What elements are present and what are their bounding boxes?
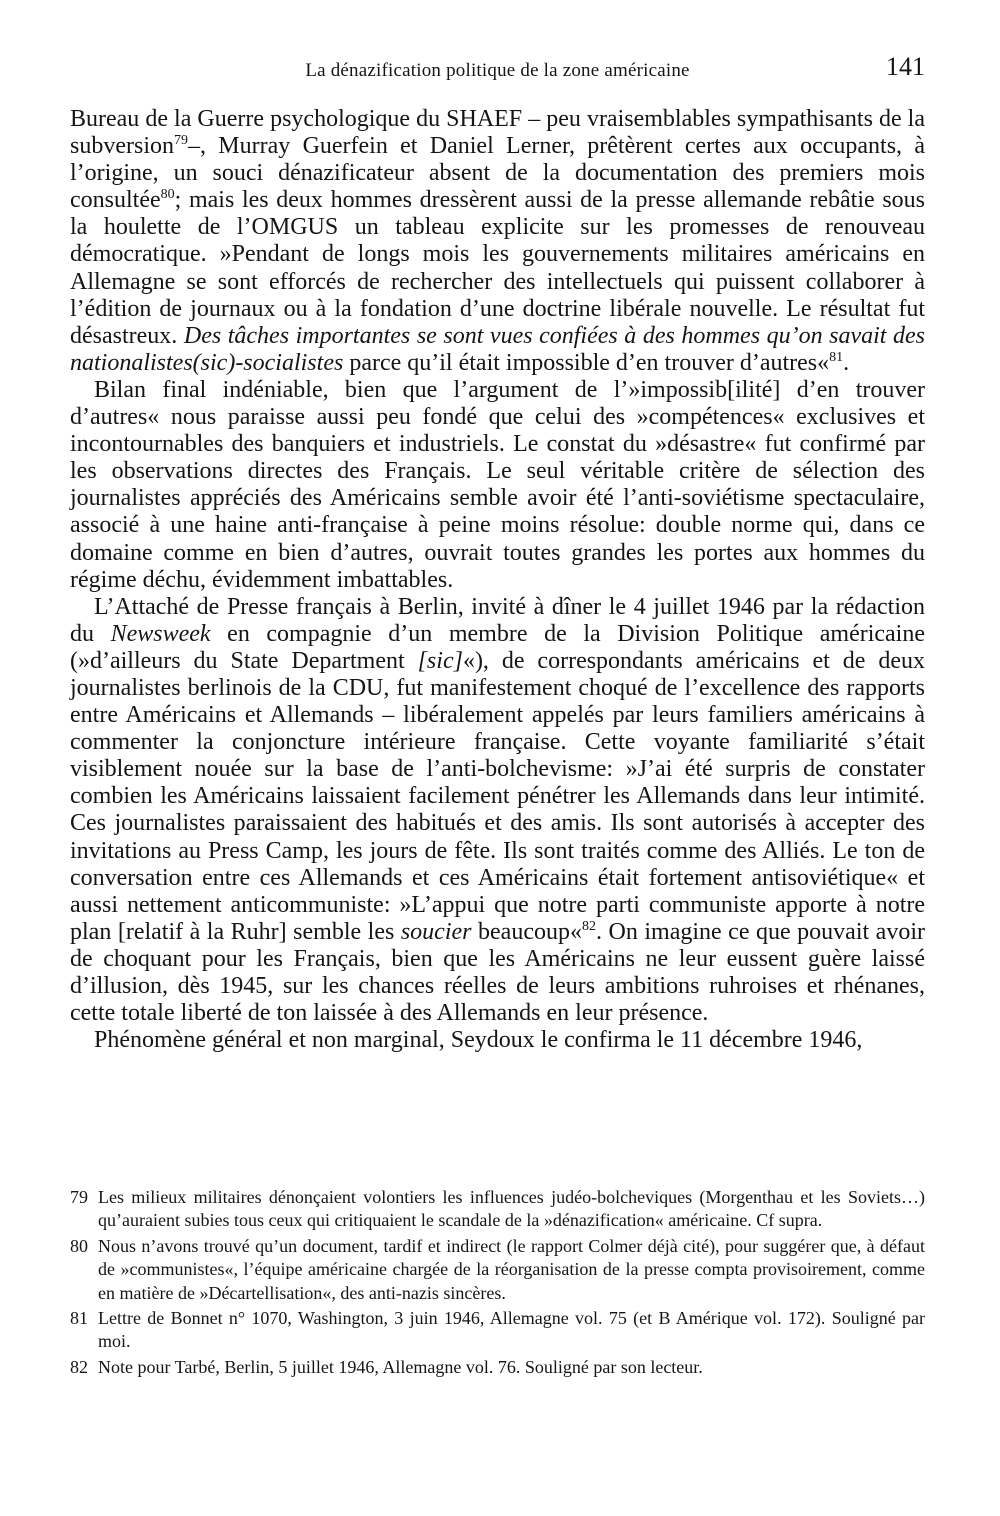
footnote-number: 79 bbox=[70, 1187, 88, 1207]
footnote-text: Lettre de Bonnet n° 1070, Washington, 3 juin 1946, Allemagne vol. 75 (et B Amérique vol. 172). Souligné par moi. bbox=[98, 1308, 925, 1352]
footnote-number: 81 bbox=[70, 1308, 88, 1329]
text-run: Bureau de la Guerre psychologique du SHAEF – peu vraisemblables sympathisants de la subversion bbox=[70, 106, 925, 160]
text-run: . bbox=[843, 349, 850, 376]
paragraph-4: Phénomène général et non marginal, Seydoux le confirma le 11 décembre 1946, bbox=[94, 1027, 863, 1054]
text-run: ; mais les deux hommes dressèrent aussi de la presse allemande rebâtie sous la houlette de l’OMGUS un tableau explicite sur les promesses de renouveau démocratique. »Pendant de longs mois les gouvernements militaires américains en Allemagne se sont efforcés de rechercher des intellectuels qui puissent collaborer à l’édition de journaux ou à la fondation d’une doctrine libérale nouvelle. Le résultat fut désastreux. bbox=[70, 187, 925, 349]
footnote-number: 82 bbox=[70, 1356, 88, 1377]
text-run: beaucoup« bbox=[471, 918, 582, 945]
italic-text: [sic] bbox=[417, 647, 463, 674]
footnotes bbox=[70, 1186, 925, 1381]
text-run: L’Attaché de Presse français à Berlin, invité à dîner le 4 juillet 1946 par la rédaction du bbox=[70, 593, 925, 647]
italic-text: Des tâches importantes se sont vues confiées à des hommes qu’on savait des nationalistes(sic)-socialistes bbox=[70, 322, 926, 376]
footnote-79 bbox=[70, 1186, 925, 1233]
text-run: –, Murray Guerfein et Daniel Lerner, prêtèrent certes aux occupants, à l’origine, un souci dénazificateur absent de la documentation des premiers mois consultée bbox=[70, 133, 925, 214]
running-title: La dénazification politique de la zone américaine bbox=[305, 60, 690, 81]
footnote-ref-81: 81 bbox=[829, 349, 844, 365]
text-run: en compagnie d’un membre de la Division Politique américaine (»d’ailleurs du State Department bbox=[70, 620, 925, 674]
paragraph-1 bbox=[70, 106, 925, 377]
italic-text: soucier bbox=[400, 918, 472, 945]
page-header bbox=[70, 52, 925, 92]
footnote-number: 80 bbox=[70, 1235, 88, 1256]
footnote-ref-79: 79 bbox=[174, 133, 188, 149]
paragraph-3 bbox=[70, 594, 925, 1028]
main-text bbox=[70, 106, 925, 1054]
footnote-text: Les milieux militaires dénonçaient volontiers les influences judéo-bolcheviques (Morgenthau et les Soviets…) qu’auraient subies tous ceux qui critiquaient le scandale de la »dénazification« américaine. Cf supra. bbox=[98, 1187, 925, 1231]
footnote-ref-82: 82 bbox=[581, 918, 596, 934]
footnote-81 bbox=[70, 1307, 925, 1354]
footnote-text: Note pour Tarbé, Berlin, 5 juillet 1946, Allemagne vol. 76. Souligné par son lecteur. bbox=[98, 1356, 703, 1377]
italic-text: Newsweek bbox=[110, 620, 211, 647]
text-run: parce qu’il était impossible d’en trouver d’autres« bbox=[343, 349, 830, 376]
page-number: 141 bbox=[886, 52, 925, 81]
footnote-80 bbox=[70, 1235, 925, 1305]
footnote-text: Nous n’avons trouvé qu’un document, tardif et indirect (le rapport Colmer déjà cité), pour suggérer que, à défaut de »communistes«, l’équipe américaine chargée de la réorganisation de la presse compta provisoirement, comme en matière de »Décartellisation«, des anti-nazis sincères. bbox=[98, 1235, 925, 1303]
footnote-ref-80: 80 bbox=[160, 187, 175, 203]
text-run: . On imagine ce que pouvait avoir de choquant pour les Français, bien que les Américains ne leur eussent guère laissé d’illusion, dès 1945, sur les chances réelles de leurs ambitions ruhroises et rhénanes, cette totale liberté de ton laissée à des Allemands en leur présence. bbox=[70, 918, 925, 1027]
paragraph-2: Bilan final indéniable, bien que l’argument de l’»impossib[ilité] d’en trouver d’autres« nous paraisse aussi peu fondé que celui des »compétences« exclusives et incontournables des banquiers et industriels. Le constat du »désastre« fut confirmé par les observations directes des Français. Le seul véritable critère de sélection des journalistes appréciés des Américains semble avoir été l’anti-soviétisme spectaculaire, associé à une haine anti-française à peine moins résolue: double norme qui, dans ce domaine comme en bien d’autres, ouvrait toutes grandes les portes aux hommes du régime déchu, évidemment imbattables. bbox=[70, 376, 925, 593]
footnote-82 bbox=[70, 1356, 925, 1379]
text-run: «), de correspondants américains et de deux journalistes berlinois de la CDU, fut manifestement choqué de l’excellence des rapports entre Américains et Allemands – libéralement appelés par leurs familiers américains à commenter la conjoncture intérieure française. Cette voyante familiarité s’était visiblement nouée sur la base de l’anti-bolchevisme: »J’ai été surpris de constater combien les Américains laissaient facilement pénétrer les Allemands dans leur intimité. Ces journalistes paraissaient des habitués et des amis. Ils sont autorisés à accepter des invitations au Press Camp, les jours de fête. Ils sont traités comme des Alliés. Le ton de conversation entre ces Allemands et ces Américains était fortement antisoviétique« et aussi nettement anticommuniste: »L’appui que notre parti communiste apporte à notre plan [relatif à la Ruhr] semble les bbox=[70, 647, 925, 945]
